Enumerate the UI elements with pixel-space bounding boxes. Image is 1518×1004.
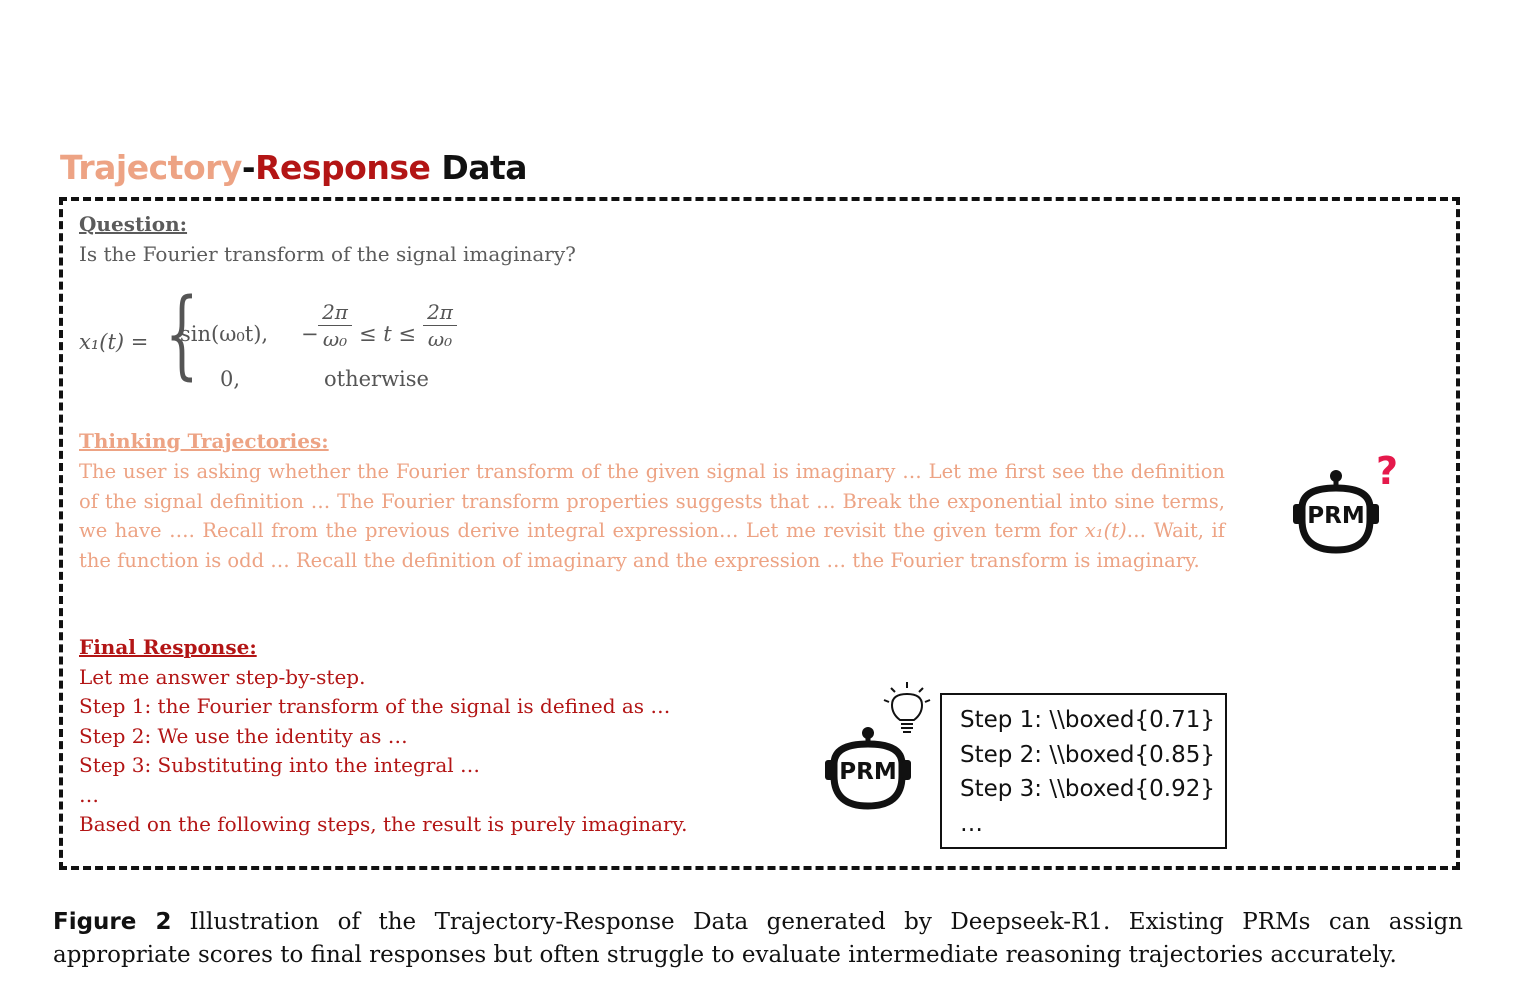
prm-bottom-label: PRM [839, 759, 897, 785]
question-label: Question: [79, 212, 188, 236]
lightbulb-icon [884, 682, 930, 732]
piecewise-equation [79, 278, 499, 406]
prm-robot-confident [818, 680, 938, 812]
case2-value: 0, [220, 367, 241, 391]
final-response-label: Final Response: [79, 635, 257, 659]
thinking-label: Thinking Trajectories: [79, 429, 329, 453]
title-trajectory: Trajectory [60, 148, 242, 187]
response-line: … [79, 783, 99, 807]
case1-inequality: ≤ t ≤ [359, 322, 416, 346]
fraction-left-numerator: 2π [322, 300, 348, 324]
figure-title [60, 148, 527, 187]
title-dash: - [241, 148, 256, 187]
fraction-right-bar [423, 325, 457, 326]
fraction-left [318, 300, 352, 351]
fraction-left-denominator: ω₀ [322, 327, 348, 351]
case1-value: sin(ω₀t), [180, 322, 269, 346]
response-line: Step 2: We use the identity as … [79, 724, 408, 748]
response-line: Step 1: the Fourier transform of the signal is defined as … [79, 694, 671, 718]
score-line: Step 3: \\boxed{0.92} [960, 776, 1215, 802]
score-line: … [960, 810, 983, 837]
score-box [940, 693, 1227, 849]
fraction-right-numerator: 2π [427, 300, 453, 324]
caption-text: Illustration of the Trajectory-Response Data generated by Deepseek-R1. Existing PRMs can assign appropriate scores to final responses but often struggle to evaluate intermediate reasoning trajectories accurately. [53, 909, 1463, 968]
prm-top-label: PRM [1307, 503, 1365, 529]
thinking-paragraph [79, 457, 1225, 575]
title-data: Data [430, 148, 528, 187]
thinking-inline-math: x₁(t) [1084, 519, 1127, 542]
response-line: Based on the following steps, the result is purely imaginary. [79, 812, 688, 836]
curly-brace: { [165, 278, 199, 390]
thinking-text-after: … Wait, if the function is odd … Recall the definition of imaginary and the expression … the Fourier transform is imaginary. [79, 519, 1225, 572]
question-mark-icon: ? [1375, 452, 1399, 493]
question-text: Is the Fourier transform of the signal imaginary? [79, 242, 576, 266]
score-line: Step 2: \\boxed{0.85} [960, 741, 1215, 768]
response-line: Step 3: Substituting into the integral … [79, 753, 481, 777]
case2-condition: otherwise [324, 367, 429, 391]
prm-robot-uncertain [1288, 452, 1412, 560]
prm-robot-uncertain-icon [1288, 452, 1412, 560]
case1-minus: − [301, 322, 319, 346]
score-line: Step 1: \\boxed{0.71} [960, 707, 1215, 733]
response-line: Let me answer step-by-step. [79, 665, 366, 689]
thinking-text-before: The user is asking whether the Fourier transform of the given signal is imaginary … Let me first see the definition of the signal definition … The Fourier transform properties suggests that … Break the exponential into sine terms, we have …. Recall from the previous derive integral expression… Let me revisit the given term for [79, 460, 1225, 542]
fraction-right-denominator: ω₀ [427, 327, 453, 351]
title-response: Response [255, 148, 431, 187]
prm-robot-confident-icon [818, 680, 938, 812]
equation-lhs: x₁(t) = [79, 330, 149, 354]
figure-caption [53, 906, 1463, 972]
fraction-right [423, 300, 457, 351]
fraction-left-bar [318, 325, 352, 326]
figure-label: Figure 2 [53, 909, 172, 935]
